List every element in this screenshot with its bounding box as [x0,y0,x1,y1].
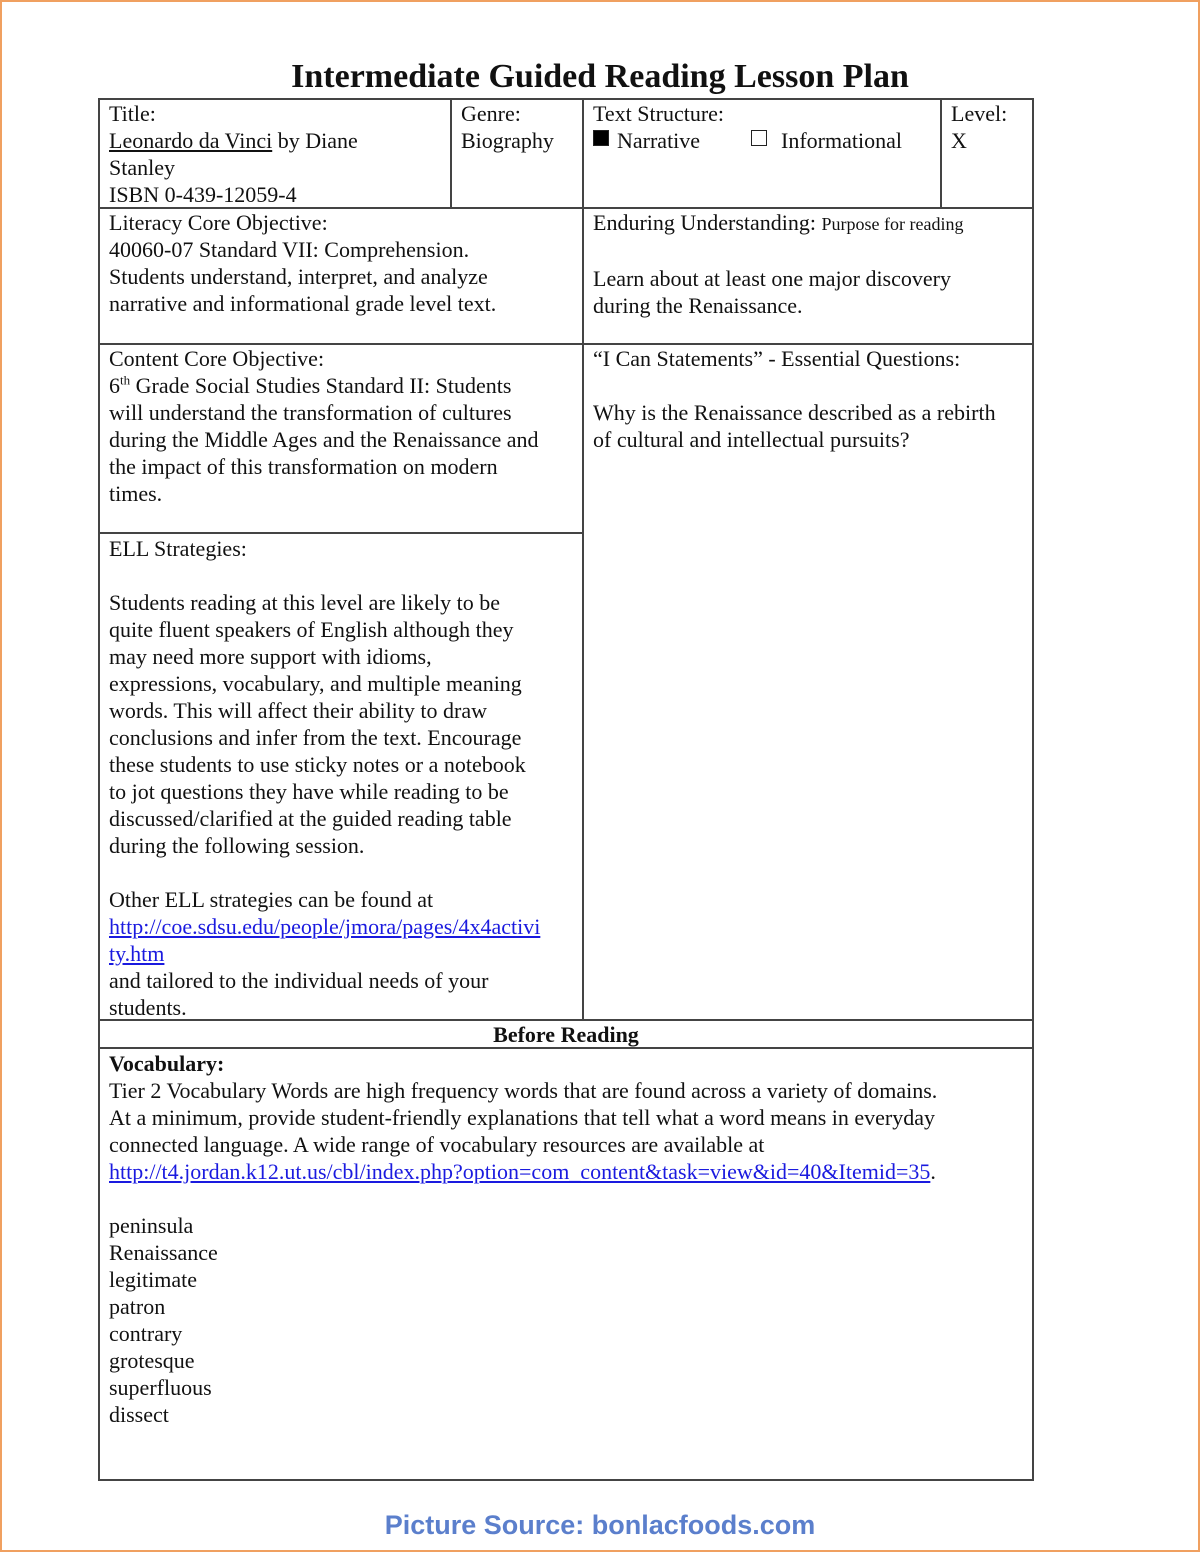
narrative-checkbox[interactable] [593,130,609,146]
vocabulary-word: peninsula [109,1213,194,1238]
content-objective-label: Content Core Objective: [109,346,325,371]
vocabulary-line: connected language. A wide range of vocabulary resources are available at [109,1132,765,1157]
vocabulary-line: At a minimum, provide student-friendly explanations that tell what a word means in everyday [109,1105,936,1130]
vocabulary-word: superfluous [109,1375,212,1400]
document-title: Intermediate Guided Reading Lesson Plan [291,58,909,95]
book-title-link[interactable]: Leonardo da Vinci [109,128,273,153]
vocabulary-word: contrary [109,1321,183,1346]
ell-line: during the following session. [109,833,365,858]
vocabulary-word: Renaissance [109,1240,218,1265]
title-cell [99,100,450,208]
ell-line: words. This will affect their ability to draw [109,698,487,723]
isbn: ISBN 0-439-12059-4 [109,182,297,207]
essential-questions-cell [583,345,1032,453]
narrative-label: Narrative [617,128,701,153]
informational-checkbox[interactable] [751,130,767,146]
enduring-understanding-line: during the Renaissance. [593,293,803,318]
table-row-divider-ell [98,532,583,534]
before-reading-heading: Before Reading [493,1022,639,1047]
vocabulary-link-period: . [930,1159,936,1184]
purpose-for-reading-label: Purpose for reading [821,214,964,234]
ell-other-strategies-line: Other ELL strategies can be found at [109,887,434,912]
ell-strategies-link[interactable]: http://coe.sdsu.edu/people/jmora/pages/4x4activi [109,914,541,939]
ell-closing-line: and tailored to the individual needs of your [109,968,489,993]
vocabulary-label: Vocabulary: [109,1051,225,1076]
ell-strategies-label: ELL Strategies: [109,536,247,561]
ell-line: quite fluent speakers of English although they [109,617,514,642]
essential-question-line: Why is the Renaissance described as a rebirth [593,400,996,425]
vocabulary-word-list [109,1212,1022,1428]
title-label: Title: [109,101,156,126]
essential-question-line: of cultural and intellectual pursuits? [593,427,910,452]
book-title-author: by Diane [272,128,358,153]
content-objective-line: the impact of this transformation on modern [109,454,498,479]
enduring-understanding-cell [583,209,1032,319]
genre-value: Biography [461,128,554,153]
enduring-understanding-line: Learn about at least one major discovery [593,266,951,291]
literacy-objective-line: 40060-07 Standard VII: Comprehension. [109,237,470,262]
ell-line: discussed/clarified at the guided reading table [109,806,512,831]
content-objective-line: times. [109,481,163,506]
content-objective-grade-line: 6th Grade Social Studies Standard II: Students [109,372,512,398]
literacy-objective-line: Students understand, interpret, and analyze [109,264,488,289]
vocabulary-line: Tier 2 Vocabulary Words are high frequency words that are found across a variety of domains. [109,1078,938,1103]
level-value: X [951,128,967,153]
vocabulary-resources-link[interactable]: http://t4.jordan.k12.ut.us/cbl/index.php?option=com_content&task=view&id=40&Itemid=35 [109,1159,931,1184]
ell-line: conclusions and infer from the text. Encourage [109,725,522,750]
genre-cell [451,100,582,154]
ell-line: to jot questions they have while reading to be [109,779,509,804]
literacy-objective-line: narrative and informational grade level text. [109,291,497,316]
ell-line: these students to use sticky notes or a notebook [109,752,526,777]
informational-label: Informational [781,128,902,153]
text-structure-cell [583,100,940,154]
level-label: Level: [951,101,1008,126]
literacy-objective-cell [99,209,582,317]
book-title [109,127,440,154]
content-objective-line: will understand the transformation of cultures [109,400,512,425]
vocabulary-word: patron [109,1294,166,1319]
book-author-line: Stanley [109,155,175,180]
text-structure-label: Text Structure: [593,101,725,126]
ell-strategies-link-continued[interactable]: ty.htm [109,941,165,966]
content-objective-line: during the Middle Ages and the Renaissance and [109,427,539,452]
ell-line: Students reading at this level are likely to be [109,590,501,615]
vocabulary-word: grotesque [109,1348,195,1373]
genre-label: Genre: [461,101,521,126]
ell-strategies-cell [99,535,582,1021]
ell-line: may need more support with idioms, [109,644,432,669]
vocabulary-word: dissect [109,1402,169,1427]
essential-questions-label: “I Can Statements” - Essential Questions: [593,346,961,371]
enduring-understanding-heading [593,209,1022,238]
table-border-bottom [98,1479,1034,1481]
level-cell [941,100,1032,154]
literacy-objective-label: Literacy Core Objective: [109,210,328,235]
content-objective-cell [99,345,582,507]
table-border-right [1032,98,1034,1481]
enduring-understanding-label: Enduring Understanding: [593,210,817,235]
ell-line: expressions, vocabulary, and multiple meaning [109,671,522,696]
ell-closing-line: students. [109,995,187,1020]
vocabulary-cell [99,1050,1032,1428]
picture-source-caption: Picture Source: bonlacfoods.com [384,1510,816,1540]
vocabulary-word: legitimate [109,1267,197,1292]
